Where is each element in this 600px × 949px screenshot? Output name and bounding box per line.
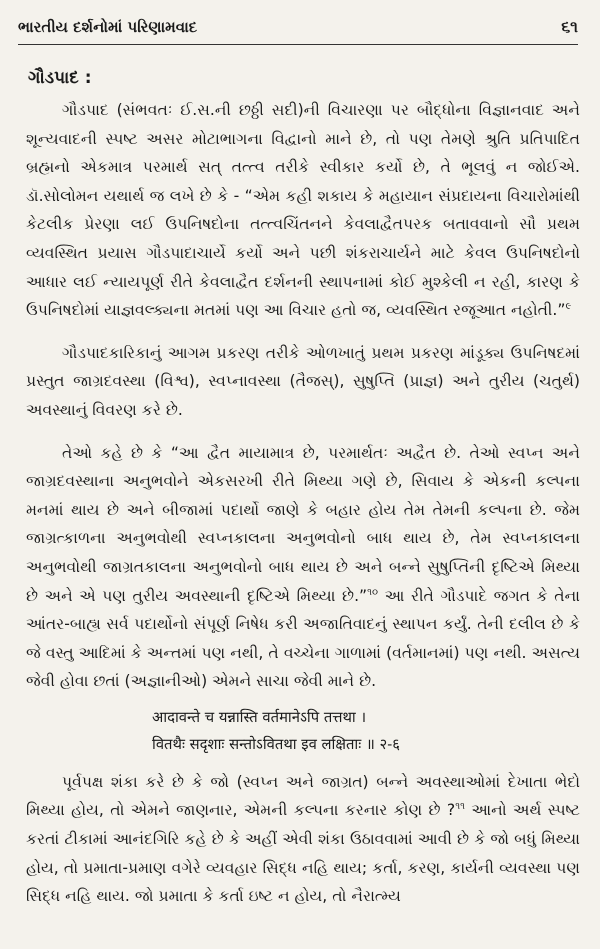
paragraph (26, 768, 580, 911)
section-heading: ગૌડપાદ : (28, 68, 92, 88)
paragraph-text: આનો અર્થ સ્પષ્ટ કરતાં ટીકામાં આનંદગિરિ કહે છે કે અહીં એવી શંકા ઉઠાવવામાં આવી છે કે જો બધું મિથ્યા હોય, તો પ્રમાતા-પ્રમાણ વગેરે વ્યવહાર સિદ્ધ નહિ થાય; કર્તા, કરણ, કાર્યની વ્યવસ્થા પણ સિદ્ધ નહિ થાય. જો પ્રમાતા કે કર્તા ઇષ્ટ ન હોય, તો નૈરાત્મ્ય (26, 801, 581, 906)
running-head: ભારતીય દર્શનોમાં પરિણામવાદ (18, 18, 198, 36)
paragraph-text: આ રીતે ગૌડપાદે જગત કે તેના આંતર-બાહ્ય સર્વ પદાર્થોનો સંપૂર્ણ નિષેધ કરી અજાતિવાદનું સ્થાપન કર્યું. તેની દલીલ છે કે જે વસ્તુ આદિમાં કે અન્તમાં પણ નથી, તે વચ્ચેના ગાળામાં (વર્તમાનમાં) પણ નથી. અસત્ય જેવી હોવા છતાં (અજ્ઞાનીઓ) એમને સાચા જેવી માને છે. (26, 586, 581, 691)
footnote-ref: ૧૧ (455, 801, 465, 813)
paragraph (26, 439, 580, 696)
verse-line: वितथैः सदृशाः सन्तोऽवितथा इव लक्षिताः ॥ २-६ (152, 735, 400, 753)
verse-line: आदावन्ते च यन्नास्ति वर्तमानेऽपि तत्तथा । (152, 708, 367, 726)
paragraph (26, 96, 580, 325)
paragraph (26, 339, 580, 425)
paragraph-text: તેઓ કહે છે કે “આ દ્વૈત માયામાત્ર છે, પરમાર્થતઃ અદ્વૈત છે. તેઓ સ્વપ્ન અને જાગ્રદવસ્થાના અનુભવોને એકસરખી રીતે મિથ્યા ગણે છે, સિવાય કે એકની કલ્પના મનમાં થાય છે અને બીજામાં પદાર્થો જાણે કે બહાર હોય તેમ તેમની કલ્પના છે. જેમ જાગ્રત્કાળના અનુભવોથી સ્વપ્નકાલના અનુભવોનો બાધ થાય છે, તેમ સ્વપ્નકાલના અનુભવોથી જાગ્રતકાલના અનુભવોનો બાધ થાય છે અને બન્ને સુષુપ્તિની દૃષ્ટિએ મિથ્યા છે અને એ પણ તુરીય અવસ્થાની દૃષ્ટિએ મિથ્યા છે.” (26, 443, 580, 605)
page-header (18, 14, 578, 45)
footnote-ref: ૧૦ (367, 586, 379, 598)
sanskrit-verse (26, 704, 580, 758)
paragraph-text: ગૌડપાદ (સંભવતઃ ઈ.સ.ની છઠ્ઠી સદી)ની વિચારણા પર બૌદ્ધોના વિજ્ઞાનવાદ અને શૂન્યવાદની સ્પષ્ટ અસર મોટાભાગના વિદ્વાનો માને છે, તો પણ તેમણે શ્રુતિ પ્રતિપાદિત બ્રહ્મનો એકમાત્ર પરમાર્થ સત્ તત્ત્વ તરીકે સ્વીકાર કર્યો છે, તે ભૂલવું ન જોઈએ. ડૉ.સોલોમન યથાર્થ જ લખે છે કે - “એમ કહી શકાય કે મહાયાન સંપ્રદાયના વિચારોમાંથી કેટલીક પ્રેરણા લઈ ઉપનિષદોના તત્ત્વચિંતનને કેવલાદ્વૈતપરક બતાવવાનો સૌ પ્રથમ વ્યવસ્થિત પ્રયાસ ગૌડપાદાચાર્યે કર્યો અને પછી શંકરાચાર્યને માટે કેવલ ઉપનિષદોનો આધાર લઈ ન્યાયપૂર્ણ રીતે કેવલાદ્વૈત દર્શનની સ્થાપનામાં કોઈ મુશ્કેલી ન રહી, કારણ કે ઉપનિષદોમાં યાજ્ઞવલ્ક્યના મતમાં પણ આ વિચાર હતો જ, વ્યવસ્થિત રજૂઆત નહોતી.” (26, 101, 580, 320)
body-text (26, 96, 580, 925)
footnote-ref: ૯ (565, 300, 572, 312)
page-number: ૬૧ (561, 17, 578, 36)
paragraph-text: ગૌડપાદકારિકાનું આગમ પ્રકરણ તરીકે ઓળખાતું પ્રથમ પ્રકરણ માંડૂક્ય ઉપનિષદમાં પ્રસ્તુત જાગ્રદવસ્થા (વિશ્વ), સ્વપ્નાવસ્થા (તૈજસ્), સુષુપ્તિ (પ્રાજ્ઞ) અને તુરીય (ચતુર્થ) અવસ્થાનું વિવરણ કરે છે. (26, 343, 580, 419)
paragraph-text: પૂર્વપક્ષ શંકા કરે છે કે જો (સ્વપ્ન અને જાગ્રત) બન્ને અવસ્થાઓમાં દેખાતા ભેદો મિથ્યા હોય, તો એમને જાણનાર, એમની કલ્પના કરનાર કોણ છે ? (26, 772, 580, 820)
